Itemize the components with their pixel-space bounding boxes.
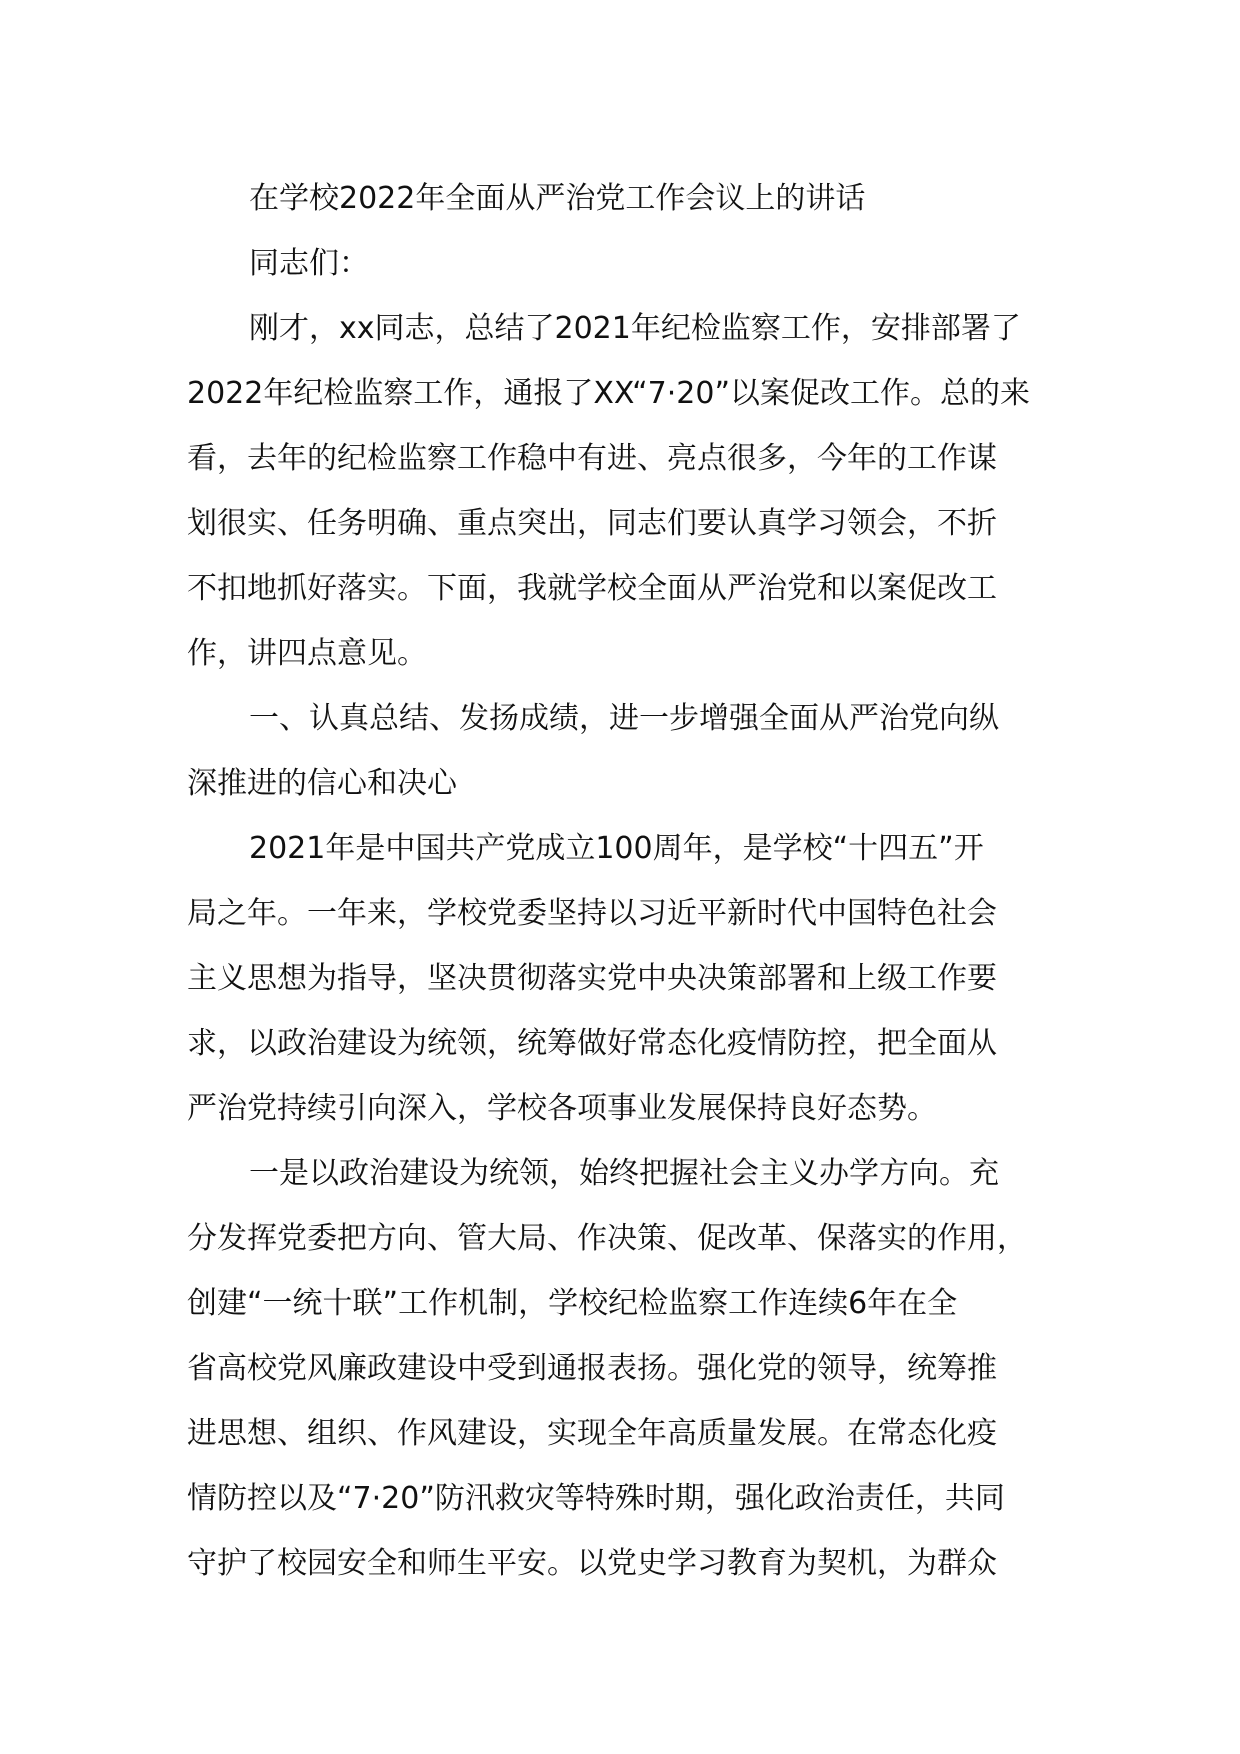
text-line: 分发挥党委把方向、管大局、作决策、促改革、保落实的作用， [187, 1221, 1027, 1256]
text-line: 主义思想为指导，坚决贯彻落实党中央决策部署和上级工作要 [187, 961, 997, 996]
text-line: 求，以政治建设为统领，统筹做好常态化疫情防控，把全面从 [187, 1026, 997, 1061]
speech-title: 在学校2022年全面从严治党工作会议上的讲话 [249, 181, 866, 216]
text-line: 情防控以及“7·20”防汛救灾等特殊时期，强化政治责任，共同 [187, 1481, 1005, 1516]
text-line: 严治党持续引向深入，学校各项事业发展保持良好态势。 [187, 1091, 937, 1126]
text-line: 守护了校园安全和师生平安。以党史学习教育为契机，为群众 [187, 1546, 997, 1581]
salutation: 同志们： [249, 246, 369, 281]
text-line: 划很实、任务明确、重点突出，同志们要认真学习领会，不折 [187, 506, 997, 541]
text-line: 不扣地抓好落实。下面，我就学校全面从严治党和以案促改工 [187, 571, 997, 606]
text-line: 2021年是中国共产党成立100周年，是学校“十四五”开 [249, 831, 984, 866]
text-line: 一是以政治建设为统领，始终把握社会主义办学方向。充 [249, 1156, 999, 1191]
text-line: 创建“一统十联”工作机制，学校纪检监察工作连续6年在全 [187, 1286, 958, 1321]
text-line: 省高校党风廉政建设中受到通报表扬。强化党的领导，统筹推 [187, 1351, 997, 1386]
text-line: 局之年。一年来，学校党委坚持以习近平新时代中国特色社会 [187, 896, 997, 931]
text-line: 看，去年的纪检监察工作稳中有进、亮点很多，今年的工作谋 [187, 441, 997, 476]
text-line: 2022年纪检监察工作，通报了XX“7·20”以案促改工作。总的来 [187, 376, 1031, 411]
text-line: 刚才，xx同志，总结了2021年纪检监察工作，安排部署了 [249, 311, 1021, 346]
section-heading: 一、认真总结、发扬成绩，进一步增强全面从严治党向纵 [249, 701, 999, 736]
section-heading: 深推进的信心和决心 [187, 766, 457, 801]
document-body [187, 166, 1067, 1596]
text-line: 作，讲四点意见。 [187, 636, 427, 671]
text-line: 进思想、组织、作风建设，实现全年高质量发展。在常态化疫 [187, 1416, 997, 1451]
